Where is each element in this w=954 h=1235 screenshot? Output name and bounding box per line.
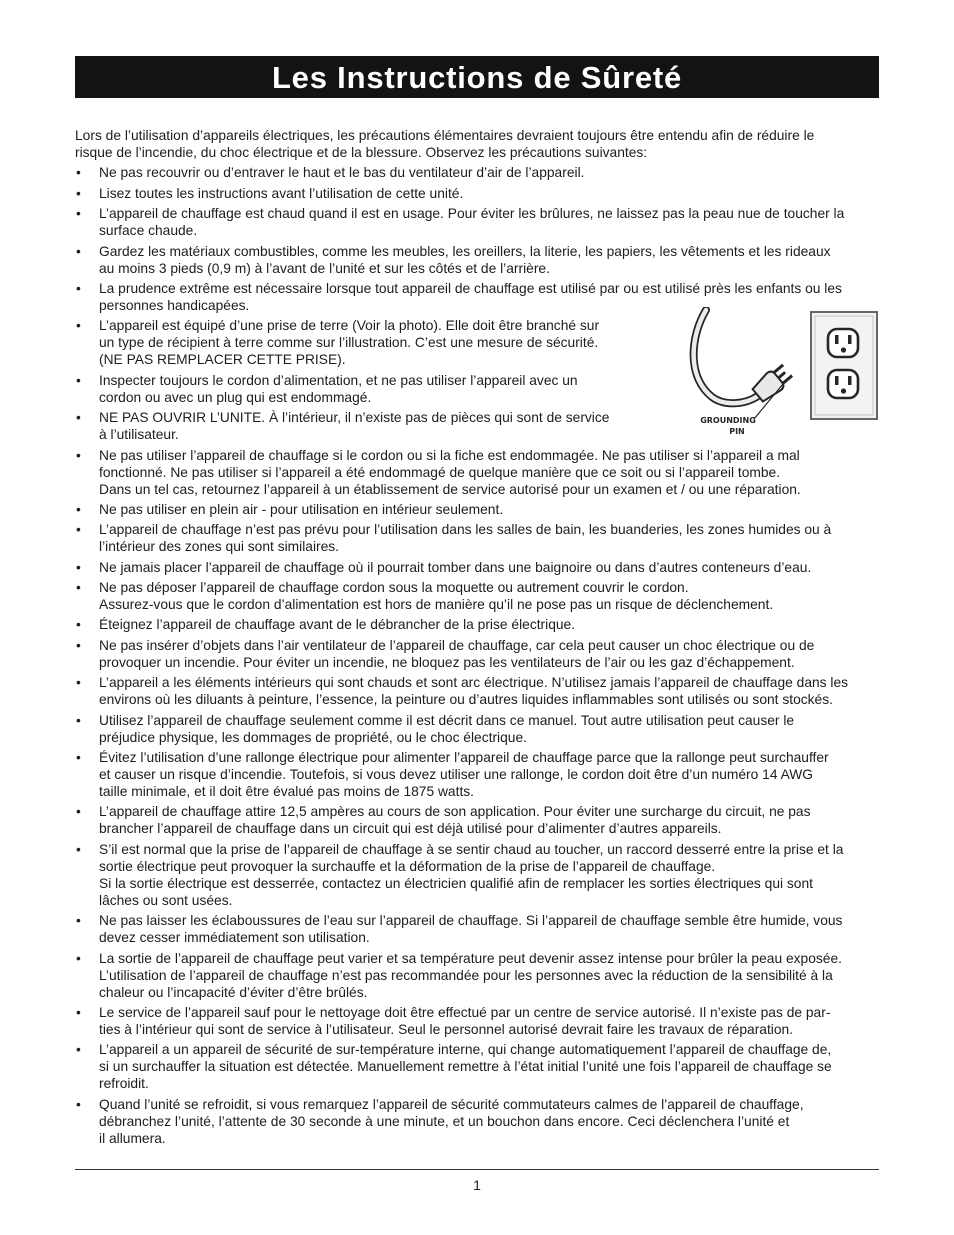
outlet-receptacle-bottom (828, 370, 858, 398)
receptacle-slot (848, 335, 852, 344)
safety-instruction-item: • Ne pas utiliser l’appareil de chauffage si le cordon ou si la fiche est endommagée. Ne pas utiliser si l’appareil a mal fonctionné. Ne pas utiliser si l’appareil a été endommagé de quelque manière que ce soit ou si l’appareil tombe. Dans un tel cas, retournez l’appareil à un établissement de service autorisé pour un examen et / ou une réparation. (75, 447, 879, 498)
safety-instruction-item: • Ne pas déposer l’appareil de chauffage cordon sous la moquette ou autrement couvrir le cordon. Assurez-vous que le cordon d’alimentation est hors de manière qu’il ne pose pas un risque de déclenchement. (75, 579, 879, 613)
safety-instruction-item: • Lisez toutes les instructions avant l’utilisation de cette unité. (75, 185, 879, 202)
safety-instruction-item: • Ne pas insérer d’objets dans l’air ventilateur de l’appareil de chauffage, car cela peut causer un choc électrique ou de provoquer un incendie. Pour éviter un incendie, ne bloquez pas les ventilateurs de l’air ou les gaz d’échappement. (75, 637, 879, 671)
safety-instruction-item: • Inspecter toujours le cordon d’alimentation, et ne pas utiliser l’appareil avec un cordon ou avec un plug qui est endommagé. (75, 372, 679, 406)
safety-instruction-item: • La prudence extrême est nécessaire lorsque tout appareil de chauffage est utilisé par ou est utilisé près les enfants ou les personnes handicapées. (75, 280, 879, 314)
safety-instruction-item: • Ne pas utiliser en plein air - pour utilisation en intérieur seulement. (75, 501, 879, 518)
safety-instructions-section (75, 127, 879, 1150)
grounded-plug-figure (684, 307, 880, 437)
title-bar (75, 56, 879, 98)
footer-divider (75, 1169, 879, 1170)
safety-instruction-item: • L’appareil a un appareil de sécurité de sur-température interne, qui change automatiquement l’appareil de chauffage de, si un surchauffer la situation est détectée. Manuellement remettre à l’état initial l’unité une fois l’appareil de chauffage se refroidit. (75, 1041, 879, 1092)
page-title: Les Instructions de Sûreté (271, 60, 683, 95)
receptacle-ground-hole (841, 347, 846, 352)
grounding-pin (777, 371, 786, 379)
wall-outlet (811, 312, 877, 419)
safety-instruction-item: • L’appareil de chauffage attire 12,5 ampères au cours de son application. Pour éviter une surcharge du circuit, ne pas brancher l’appareil de chauffage dans un circuit qui est déjà utilisé pour d’alimenter d’autres appareils. (75, 803, 879, 837)
safety-instruction-item: • Gardez les matériaux combustibles, comme les meubles, les oreillers, la literie, les papiers, les vêtements et les rideaux au moins 3 pieds (0,9 m) à l’avant de l’unité et sur les côtés et de l’arrière. (75, 243, 879, 277)
page-number: 1 (473, 1177, 481, 1193)
receptacle-slot (848, 376, 852, 385)
receptacle-face (828, 329, 858, 357)
safety-instruction-item: • Éteignez l’appareil de chauffage avant de le débrancher de la prise électrique. (75, 616, 879, 633)
receptacle-face (828, 370, 858, 398)
safety-instruction-item: • Ne jamais placer l’appareil de chauffage où il pourrait tomber dans une baignoire ou dans d’autres conteneurs d’eau. (75, 559, 879, 576)
grounding-label-line-2: PIN (729, 427, 745, 436)
safety-instruction-item: • Ne pas laisser les éclaboussures de l’eau sur l’appareil de chauffage. Si l’appareil de chauffage semble être humide, vous devez cesser immédiatement son utilisation. (75, 912, 879, 946)
receptacle-slot (835, 335, 839, 344)
safety-instruction-item: • Le service de l’appareil sauf pour le nettoyage doit être effectué par un centre de service autorisé. Il n’existe pas de par- ties à l’intérieur qui sont de service à l’utilisateur. Seul le personnel autorisé devrait faire les travaux de réparation. (75, 1004, 879, 1038)
plug-prong (773, 364, 784, 374)
safety-instruction-item: • L’appareil de chauffage n’est pas prévu pour l’utilisation dans les salles de bain, les buanderies, les zones humides ou à l’intérieur des zones qui sont similaires. (75, 521, 879, 555)
safety-instruction-item: • La sortie de l’appareil de chauffage peut varier et sa température peut devenir assez intense pour brûler la peau exposée. L’utilisation de l’appareil de chauffage n’est pas recommandée pour les personnes avec la réduction de la sensibilité à la chaleur ou l’incapacité d’éviter d’être brûlés. (75, 950, 879, 1001)
safety-instruction-item: • Utilisez l’appareil de chauffage seulement comme il est décrit dans ce manuel. Tout autre utilisation peut causer le préjudice physique, les dommages de propriété, ou le choc électrique. (75, 712, 879, 746)
safety-instruction-item: • L’appareil est équipé d’une prise de terre (Voir la photo). Elle doit être branché sur un type de récipient à terre comme sur l’illustration. C’est une mesure de sécurité. (NE PAS REMPLACER CETTE PRISE). (75, 317, 679, 368)
receptacle-ground-hole (841, 388, 846, 393)
intro-paragraph: Lors de l’utilisation d’appareils électriques, les précautions élémentaires devraient toujours être entendu afin de réduire le risque de l’incendie, du choc électrique et de la blessure. Observez les précautions suivantes: (75, 128, 815, 160)
receptacle-slot (835, 376, 839, 385)
plug-prong (782, 374, 793, 384)
power-cord (694, 310, 758, 403)
safety-instruction-item: • L’appareil a les éléments intérieurs qui sont chauds et sont arc électrique. N’utilisez jamais l’appareil de chauffage dans les environs où les diluants à peinture, l’essence, la peinture ou d’autres liquides inflammables sont utilisés ou sont stockés. (75, 674, 879, 708)
safety-instruction-item: • S’il est normal que la prise de l’appareil de chauffage à se sentir chaud au toucher, un raccord desserré entre la prise et la sortie électrique peut provoquer la surchauffe et la déformation de la prise de l’appareil de chauffage. Si la sortie électrique est desserrée, contactez un électricien qualifié afin de remplacer les sorties électriques qui sont lâches ou sont usées. (75, 841, 879, 909)
safety-instruction-item: • NE PAS OUVRIR L’UNITE. À l’intérieur, il n’existe pas de pièces qui sont de service à l’utilisateur. (75, 409, 679, 443)
safety-instruction-item: • Ne pas recouvrir ou d’entraver le haut et le bas du ventilateur d’air de l’appareil. (75, 164, 879, 181)
safety-instruction-item: • Quand l’unité se refroidit, si vous remarquez l’appareil de sécurité commutateurs calmes de l’appareil de chauffage, débranchez l’unité, l’attente de 30 seconde à une minute, et un bouchon dans encore. Ceci déclenchera l’unité et il allumera. (75, 1096, 879, 1147)
outlet-receptacle-top (828, 329, 858, 357)
grounding-label-line-1: GROUNDING (700, 416, 756, 425)
safety-instruction-item: • Évitez l’utilisation d’une rallonge électrique pour alimenter l’appareil de chauffage parce que la rallonge peut surchauffer et causer un risque d’incendie. Toutefois, si vous devez utiliser une rallonge, le cordon doit être d’un numéro 14 AWG taille minimale, et il doit être évalué pas moins de 1875 watts. (75, 749, 879, 800)
safety-instruction-item: • L’appareil de chauffage est chaud quand il est en usage. Pour éviter les brûlures, ne laissez pas la peau nue de toucher la surface chaude. (75, 205, 879, 239)
